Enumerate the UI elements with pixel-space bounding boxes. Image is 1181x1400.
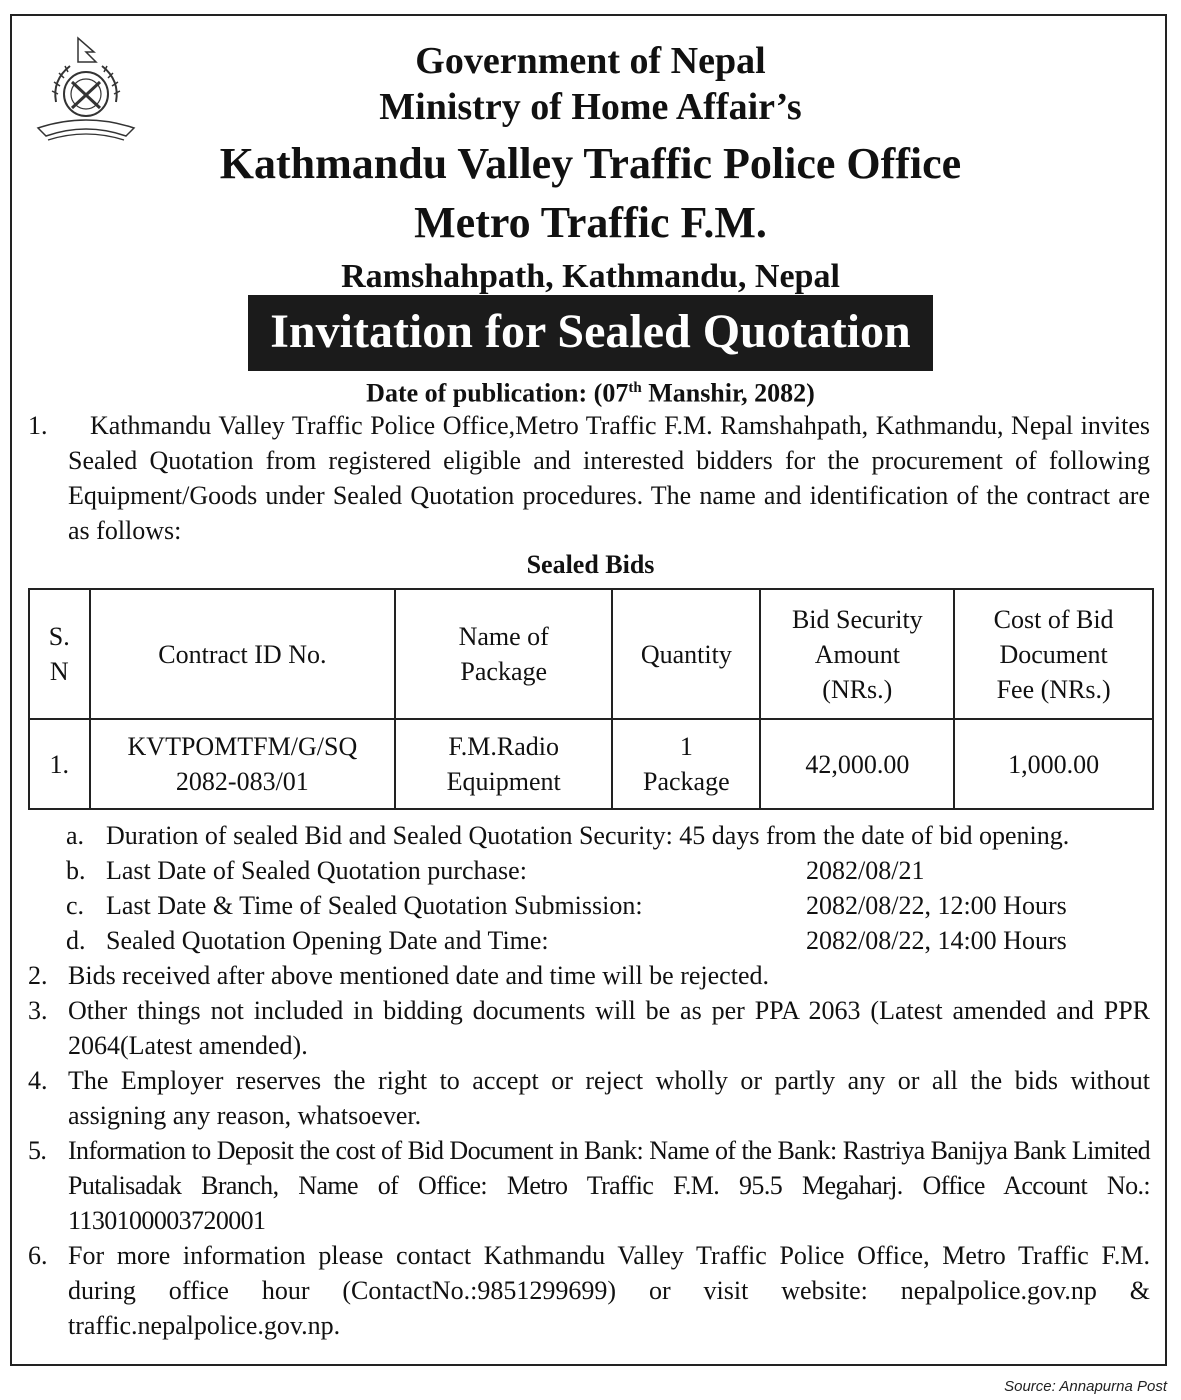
header-fee-line1: Cost of Bid (993, 604, 1114, 634)
detail-item (66, 853, 1156, 888)
numbered-items (28, 958, 1150, 1343)
office-title: Kathmandu Valley Traffic Police Office (219, 139, 962, 188)
item-text: Bids received after above mentioned date and time will be rejected. (68, 961, 769, 990)
header-fee-line3: Fee (NRs.) (996, 674, 1111, 704)
banner-wrapper (0, 295, 1181, 371)
detail-label: Sealed Quotation Opening Date and Time: (106, 926, 549, 955)
detail-value: 2082/08/21 (806, 856, 925, 885)
header-security-line1: Bid Security (791, 604, 923, 634)
detail-item (66, 888, 1156, 923)
station-title: Metro Traffic F.M. (414, 198, 767, 247)
header-quantity-text: Quantity (640, 639, 732, 669)
address: Ramshahpath, Kathmandu, Nepal (341, 258, 840, 295)
cell-sn: 1. (29, 719, 90, 809)
package-line1: F.M.Radio (448, 732, 560, 761)
detail-label: Duration of sealed Bid and Sealed Quotation Security: 45 days from the date of bid opening. (106, 821, 1070, 850)
publication-date-suffix: Manshir, 2082) (641, 378, 815, 408)
cell-bid-security: 42,000.00 (760, 719, 954, 809)
detail-label: Last Date of Sealed Quotation purchase: (106, 856, 527, 885)
cell-package (395, 719, 612, 809)
list-item (28, 958, 1150, 993)
header-quantity (612, 589, 760, 719)
intro-number: 1. (28, 411, 48, 440)
header-package-line2: Package (460, 657, 548, 686)
notice-banner: Invitation for Sealed Quotation (248, 295, 933, 371)
ministry-title: Ministry of Home Affair’s (379, 86, 802, 128)
detail-item (66, 923, 1156, 958)
header-contract-id (90, 589, 396, 719)
item-number: 2. (28, 961, 48, 990)
header-document-fee (954, 589, 1153, 719)
cell-contract-id (90, 719, 396, 809)
header-fee-line2: Document (999, 639, 1108, 669)
header-sn-line1: S. (48, 622, 70, 651)
item-number: 4. (28, 1066, 48, 1095)
item-number: 6. (28, 1241, 48, 1270)
detail-label: Last Date & Time of Sealed Quotation Submission: (106, 891, 643, 920)
publication-date-prefix: Date of publication: (07 (366, 378, 629, 408)
item-number: 3. (28, 996, 48, 1025)
cell-document-fee: 1,000.00 (954, 719, 1153, 809)
quantity-line2: Package (643, 767, 730, 796)
header-package (395, 589, 612, 719)
cell-quantity (612, 719, 760, 809)
list-item (28, 993, 1150, 1063)
quantity-line1: 1 (679, 732, 693, 761)
list-item (28, 1063, 1150, 1133)
detail-letter: b. (66, 856, 86, 885)
detail-letter: c. (66, 891, 85, 920)
contract-id-line2: 2082-083/01 (175, 767, 309, 796)
contract-id-line1: KVTPOMTFM/G/SQ (127, 732, 358, 761)
detail-letter: d. (66, 926, 86, 955)
table-row (29, 719, 1153, 809)
item-text: For more information please contact Kathmandu Valley Traffic Police Office, Metro Traffic F.M. during office hour (ContactNo.:9851299699) or visit website: nepalpolice.gov.np & traffic.nepalpolice.gov.np. (68, 1241, 1150, 1340)
header-sn (29, 589, 90, 719)
header-security-line3: (NRs.) (822, 674, 893, 704)
source-credit: Source: Annapurna Post (1004, 1378, 1167, 1395)
details-list (66, 818, 1156, 958)
header-package-line1: Name of (458, 622, 549, 651)
intro-text: Kathmandu Valley Traffic Police Office,Metro Traffic F.M. Ramshahpath, Kathmandu, Nepal invites Sealed Quotation from registered eligible and interested bidders for the procurement of following Equipment/Goods under Sealed Quotation procedures. The name and identification of the contract are as follows: (68, 411, 1150, 545)
detail-item (66, 818, 1156, 853)
detail-value: 2082/08/22, 14:00 Hours (806, 926, 1067, 955)
detail-letter: a. (66, 821, 85, 850)
notice-header (0, 38, 1181, 302)
detail-value: 2082/08/22, 12:00 Hours (806, 891, 1067, 920)
bids-table (28, 588, 1154, 810)
item-number: 5. (28, 1136, 47, 1165)
header-sn-line2: N (49, 657, 69, 686)
header-bid-security (760, 589, 954, 719)
header-contract-id-text: Contract ID No. (158, 639, 327, 669)
publication-date-sup: th (628, 380, 642, 396)
publication-date (0, 372, 1181, 410)
list-item (28, 1238, 1150, 1343)
table-header-row (29, 589, 1153, 719)
header-security-line2: Amount (814, 639, 900, 669)
table-title: Sealed Bids (526, 550, 655, 579)
government-title: Government of Nepal (415, 40, 766, 82)
item-text: The Employer reserves the right to accept or reject wholly or partly any or all the bids without assigning any reason, whatsoever. (68, 1066, 1150, 1130)
item-text: Information to Deposit the cost of Bid Document in Bank: Name of the Bank: Rastriya Banijya Bank Limited Putalisadak Branch, Name of Office: Metro Traffic F.M. 95.5 Megaharj. Office Account No.: 1130100003720001 (68, 1136, 1150, 1235)
item-text: Other things not included in bidding documents will be as per PPA 2063 (Latest amended and PPR 2064(Latest amended). (68, 996, 1150, 1060)
package-line2: Equipment (446, 767, 561, 796)
intro-paragraph (28, 408, 1150, 548)
list-item (28, 1133, 1150, 1238)
